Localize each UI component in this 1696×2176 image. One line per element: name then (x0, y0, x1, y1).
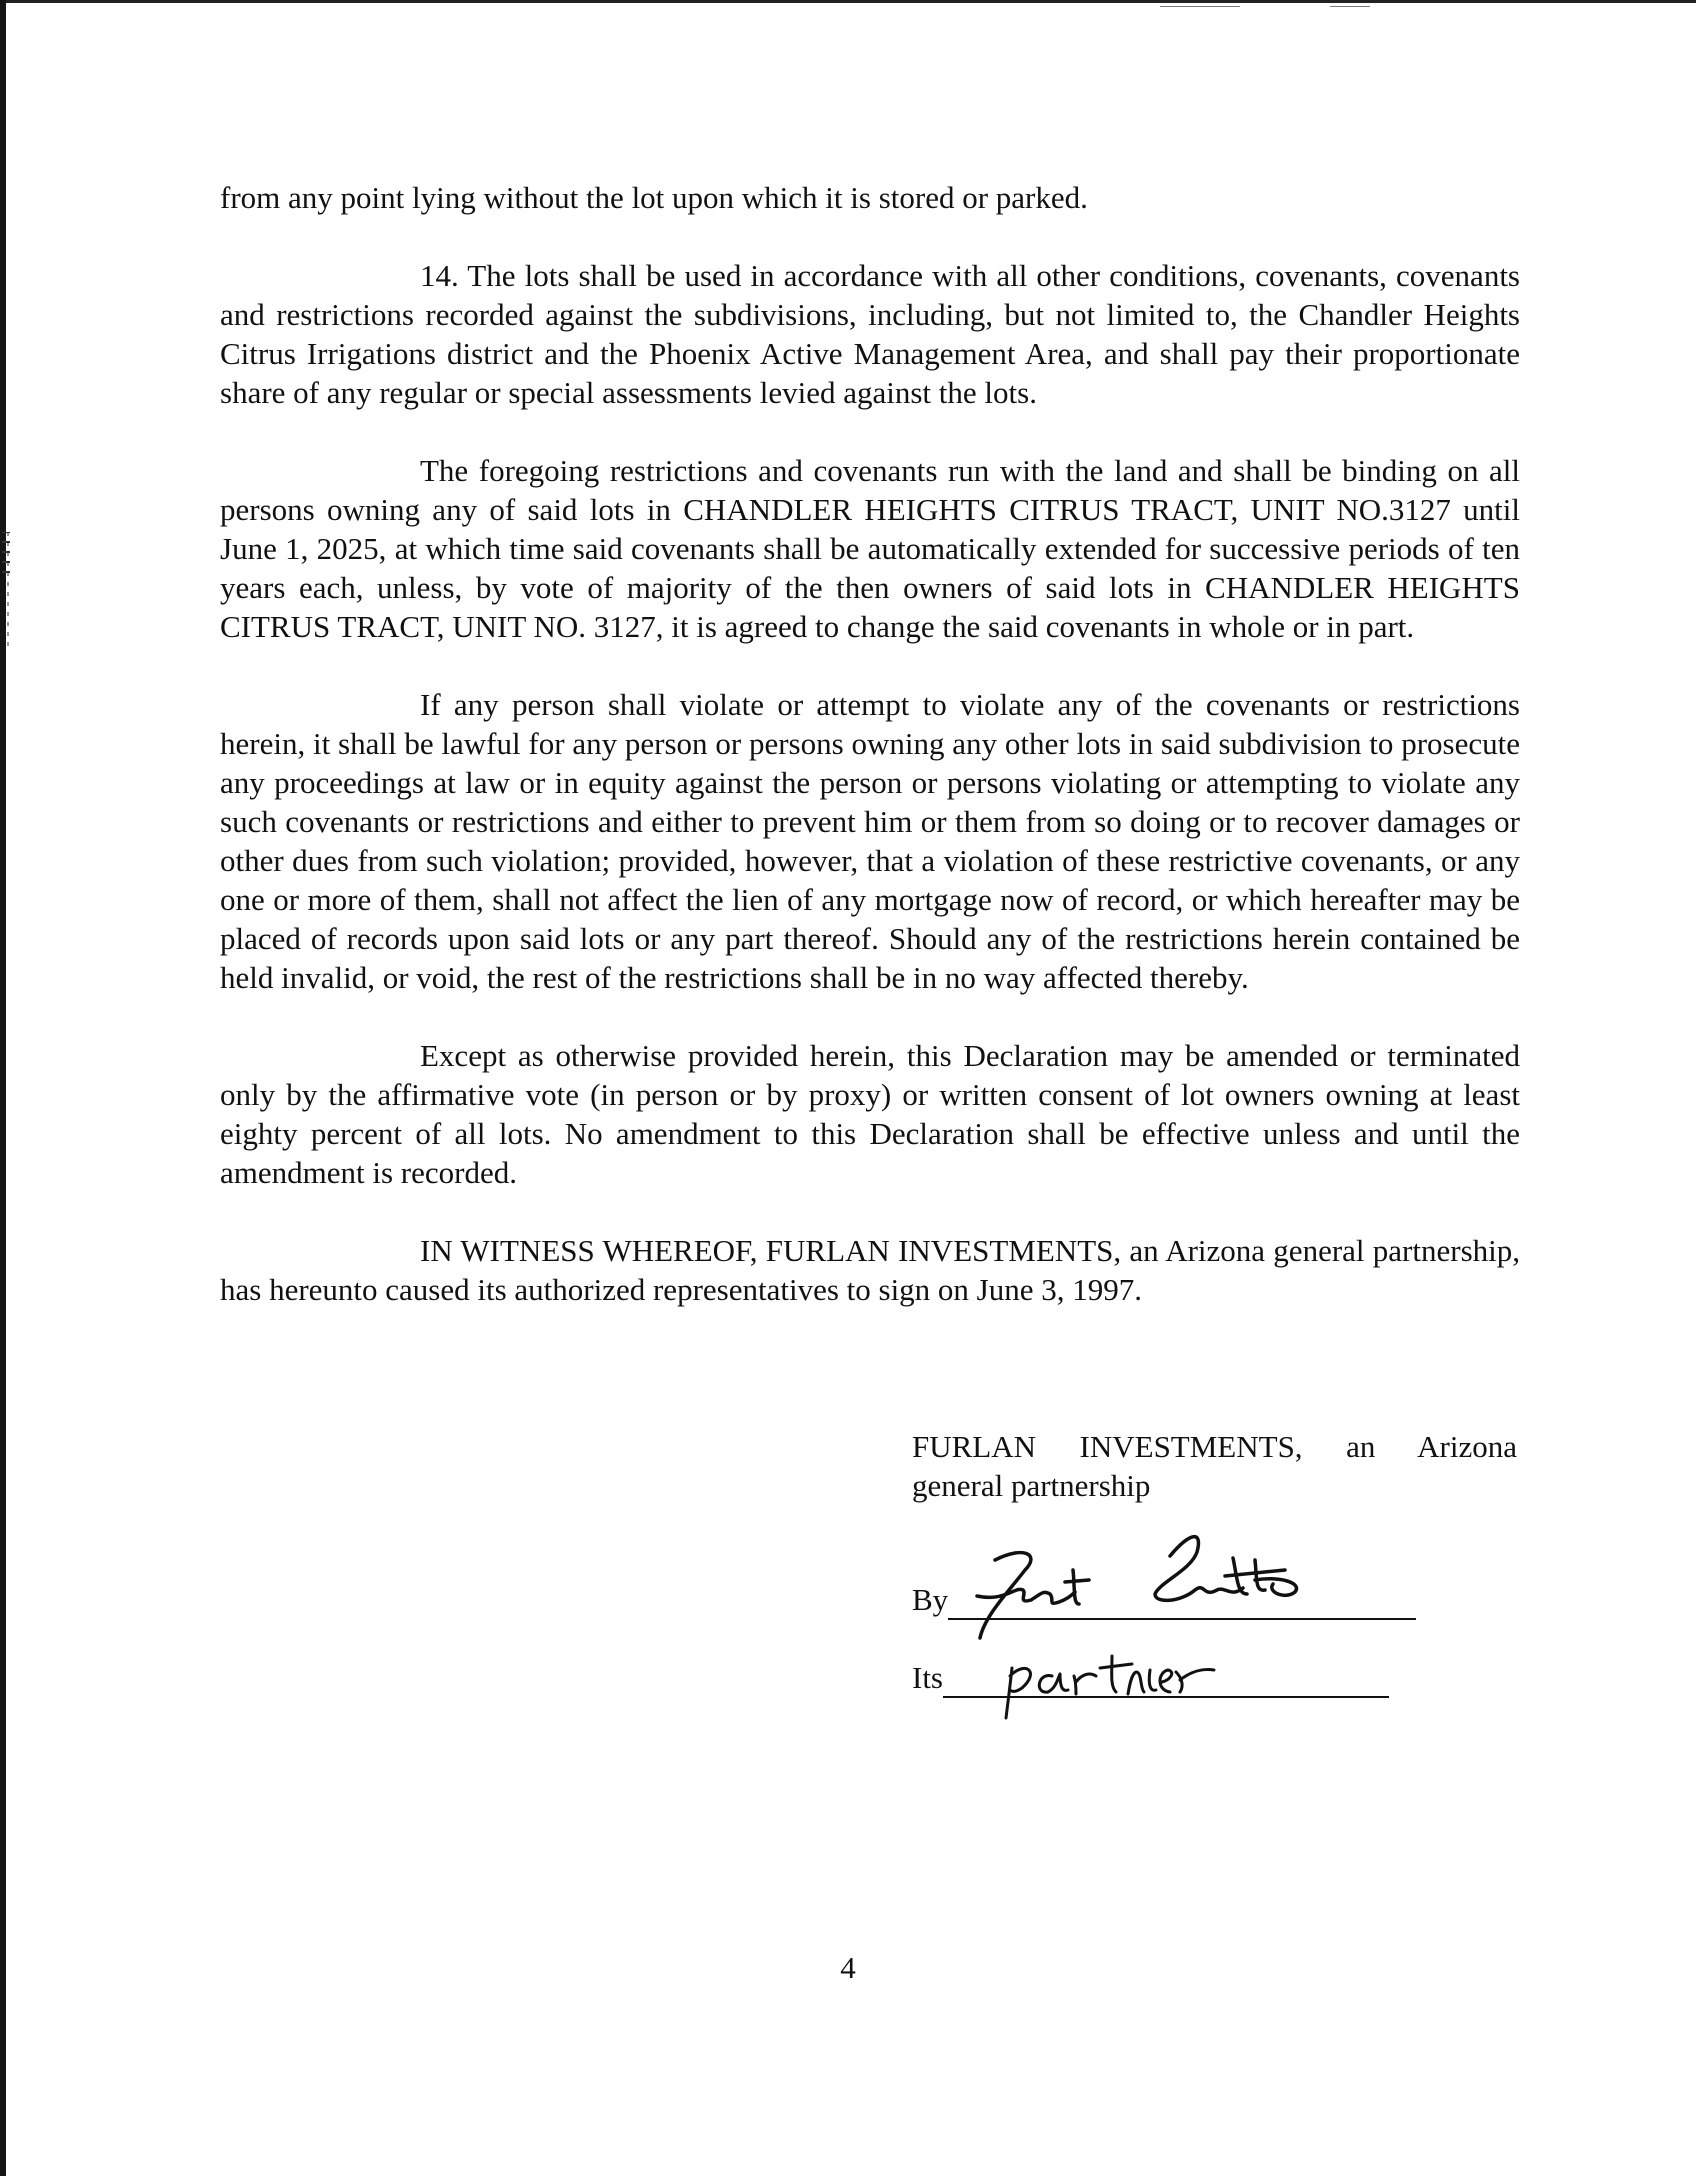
paragraph-continuation: from any point lying without the lot upon which it is stored or parked. (220, 180, 1088, 215)
page-number: 4 (840, 1950, 856, 1985)
signatory-org-line1: FURLAN INVESTMENTS, an Arizona (912, 1429, 1517, 1464)
signatory-org-line2: general partnership (912, 1468, 1151, 1503)
by-label: By (912, 1582, 949, 1617)
paragraph-covenants-duration: The foregoing restrictions and covenants run with the land and shall be binding on all persons owning any of said lots in CHANDLER HEIGHTS CITRUS TRACT, UNIT NO.3127 until June 1, 2025, at which time said covenants shall be automatically extended for successive periods of ten years each, unless, by vote of majority of the then owners of said lots in CHANDLER HEIGHTS CITRUS TRACT, UNIT NO. 3127, it is agreed to change the said covenants in whole or in part. (220, 453, 1520, 644)
top-scan-edge (0, 0, 1696, 3)
handwritten-partner (1000, 1642, 1300, 1722)
paragraph-witness: IN WITNESS WHEREOF, FURLAN INVESTMENTS, an Arizona general partnership, has hereunto caused its authorized representatives to sign on June 3, 1997. (220, 1233, 1520, 1307)
scan-artifact (1330, 6, 1370, 7)
signature-block (912, 1427, 1517, 1505)
paragraph-item-14: 14. The lots shall be used in accordance with all other conditions, covenants, covenants and restrictions recorded against the subdivisions, including, but not limited to, the Chandler Heights Citrus Irrigations district and the Phoenix Active Management Area, and shall pay their proportionate share of any regular or special assessments levied against the lots. (220, 258, 1520, 410)
its-label: Its (912, 1660, 943, 1695)
paragraph-violation: If any person shall violate or attempt to violate any of the covenants or restrictions herein, it shall be lawful for any person or persons owning any other lots in said subdivision to prosecute any proceedings at law or in equity against the person or persons violating or attempting to violate any such covenants or restrictions and either to prevent him or them from so doing or to recover damages or other dues from such violation; provided, however, that a violation of these restrictive covenants, or any one or more of them, shall not affect the lien of any mortgage now of record, or which hereafter may be placed of records upon said lots or any part thereof. Should any of the restrictions herein contained be held invalid, or void, the rest of the restrictions shall be in no way affected thereby. (220, 687, 1520, 995)
left-scan-edge (0, 0, 6, 2176)
paragraph-amendment: Except as otherwise provided herein, this Declaration may be amended or terminated only by the affirmative vote (in person or by proxy) or written consent of lot owners owning at least eighty percent of all lots. No amendment to this Declaration shall be effective unless and until the amendment is recorded. (220, 1038, 1520, 1190)
binder-hole-mark (0, 532, 12, 652)
handwritten-signature (955, 1520, 1375, 1650)
document-body (220, 178, 1520, 1309)
scan-artifact (1160, 6, 1240, 7)
